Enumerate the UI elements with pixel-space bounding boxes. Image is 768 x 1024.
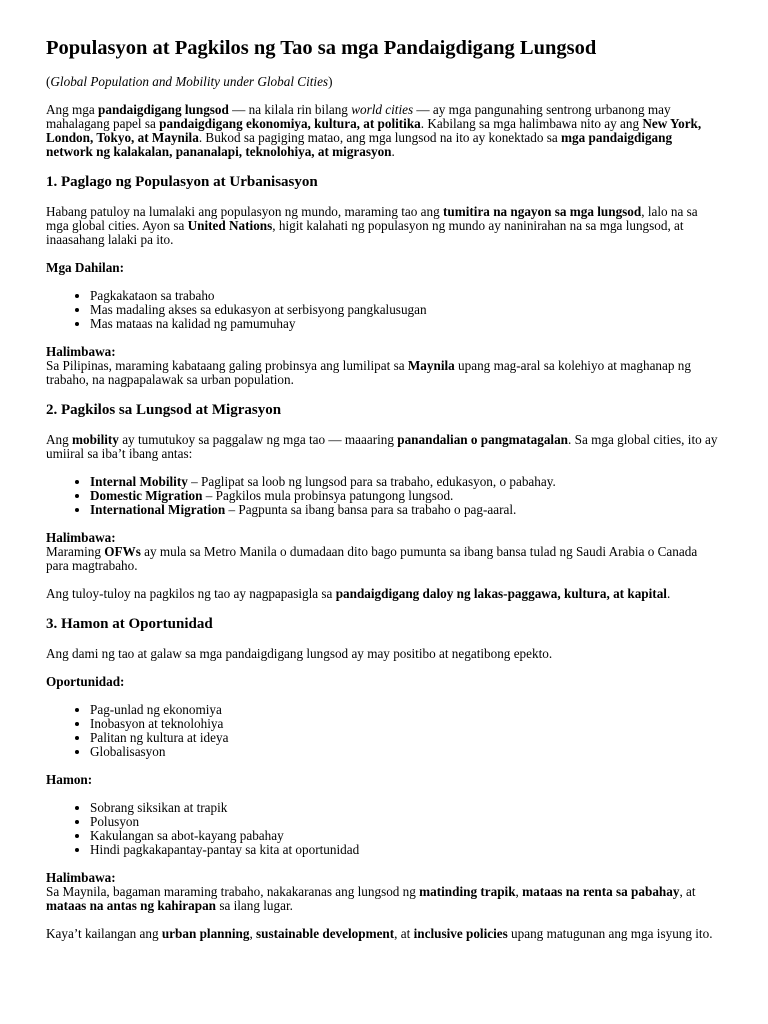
text-run: Kaya’t kailangan ang: [46, 926, 162, 941]
text-run: , higit kalahati ng populasyon ng mundo ay naninirahan na sa mga lungsod, at inaasahang lalaki pa ito.: [46, 218, 684, 247]
bold-text: pandaigdigang lungsod: [98, 102, 229, 117]
example-label-text: Halimbawa:: [46, 530, 116, 545]
document-page: [46, 36, 722, 955]
list-item: • Inobasyon at teknolohiya: [90, 717, 722, 731]
example-label-2: [46, 531, 722, 545]
bold-text: inclusive policies: [413, 926, 508, 941]
bold-text: mataas na antas ng kahirapan: [46, 898, 217, 913]
text-run: . Sa mga global cities, ito ay umiiral sa iba’t ibang antas:: [46, 432, 718, 461]
text-run: , at: [679, 884, 696, 899]
type-desc: – Pagpunta sa ibang bansa para sa trabaho o pag-aaral.: [225, 502, 517, 517]
section-3-heading: 3. Hamon at Oportunidad: [46, 616, 213, 632]
example-label-text: Halimbawa:: [46, 870, 116, 885]
text-run: sa ilang lugar.: [216, 898, 293, 913]
text-run: Ang tuloy-tuloy na pagkilos ng tao ay nagpapasigla sa: [46, 586, 336, 601]
bold-text: mobility: [72, 432, 119, 447]
bold-text: mataas na renta sa pabahay: [522, 884, 680, 899]
text-run: , at: [394, 926, 414, 941]
text-run: Habang patuloy na lumalaki ang populasyon ng mundo, maraming tao ang: [46, 204, 444, 219]
text-run: .: [391, 144, 395, 159]
bold-text: Maynila: [407, 358, 455, 373]
bold-text: pandaigdigang daloy ng lakas-paggawa, kultura, at kapital: [335, 586, 667, 601]
text-run: ,: [249, 926, 257, 941]
italic-text: world cities: [351, 102, 414, 117]
subtitle-open: (: [46, 74, 51, 89]
list-item: • Polusyon: [90, 815, 722, 829]
text-run: , lalo na sa mga global cities. Ayon sa: [46, 204, 698, 233]
opportunities-list: [46, 703, 722, 759]
section-2-heading: 2. Pagkilos sa Lungsod at Migrasyon: [46, 402, 282, 418]
opportunity-label-text: Oportunidad:: [46, 674, 125, 689]
list-item: • Sobrang siksikan at trapik: [90, 801, 722, 815]
text-run: Maraming: [46, 544, 105, 559]
text-run: Ang mga: [46, 102, 99, 117]
section-2-closing: [46, 587, 722, 601]
example-paragraph-2: [46, 545, 722, 573]
list-item: • Palitan ng kultura at ideya: [90, 731, 722, 745]
type-term: Domestic Migration: [90, 488, 203, 503]
section-1-paragraph: [46, 205, 722, 247]
list-item: [90, 475, 722, 489]
text-run: — ay mga pangunahing sentrong urbanong may mahalagang papel sa: [46, 102, 671, 131]
section-1-heading: 1. Paglago ng Populasyon at Urbanisasyon: [46, 174, 318, 190]
example-label-text: Halimbawa:: [46, 344, 116, 359]
bold-text: mga pandaigdigang network ng kalakalan, pananalapi, teknolohiya, at migrasyon: [46, 130, 673, 159]
challenge-label: [46, 773, 722, 787]
bold-text: New York, London, Tokyo, at Maynila: [46, 116, 702, 145]
bold-text: tumitira na ngayon sa mga lungsod: [443, 204, 642, 219]
list-item: [90, 503, 722, 517]
type-desc: – Pagkilos mula probinsya patungong lungsod.: [202, 488, 454, 503]
opportunity-label: [46, 675, 722, 689]
text-run: Sa Maynila, bagaman maraming trabaho, nakakaranas ang lungsod ng: [46, 884, 420, 899]
text-run: upang matugunan ang mga isyung ito.: [507, 926, 713, 941]
example-paragraph-3: [46, 885, 722, 913]
page-title: Populasyon at Pagkilos ng Tao sa mga Pandaigdigang Lungsod: [46, 37, 597, 59]
bold-text: pandaigdigang ekonomiya, kultura, at politika: [159, 116, 421, 131]
example-label-3: [46, 871, 722, 885]
bold-text: urban planning: [161, 926, 250, 941]
reasons-list: [46, 289, 722, 331]
type-term: Internal Mobility: [90, 474, 188, 489]
list-item: [90, 489, 722, 503]
bold-text: panandalian o pangmatagalan: [397, 432, 569, 447]
list-item: • Mas mataas na kalidad ng pamumuhay: [90, 317, 722, 331]
list-item: • Kakulangan sa abot-kayang pabahay: [90, 829, 722, 843]
bold-text: matinding trapik: [419, 884, 516, 899]
list-item: • Mas madaling akses sa edukasyon at serbisyong pangkalusugan: [90, 303, 722, 317]
challenges-list: [46, 801, 722, 857]
type-desc: – Paglipat sa loob ng lungsod para sa trabaho, edukasyon, o pabahay.: [187, 474, 556, 489]
subtitle-text: Global Population and Mobility under Global Cities: [50, 74, 329, 89]
type-term: International Migration: [90, 502, 226, 517]
list-item: • Pagkakataon sa trabaho: [90, 289, 722, 303]
text-run: Ang: [46, 432, 73, 447]
text-run: Sa Pilipinas, maraming kabataang galing probinsya ang lumilipat sa: [46, 358, 408, 373]
section-3-paragraph: Ang dami ng tao at galaw sa mga pandaigdigang lungsod ay may positibo at negatibong epekto.: [46, 646, 553, 661]
subtitle: [46, 75, 722, 89]
list-item: • Pag-unlad ng ekonomiya: [90, 703, 722, 717]
intro-paragraph: [46, 103, 722, 159]
challenge-label-text: Hamon:: [46, 772, 93, 787]
example-label-1: [46, 345, 722, 359]
bold-text: sustainable development: [256, 926, 395, 941]
list-item: • Globalisasyon: [90, 745, 722, 759]
text-run: .: [666, 586, 671, 601]
reasons-label: Mga Dahilan:: [46, 260, 125, 275]
section-3-closing: [46, 927, 722, 941]
text-run: ay tumutukoy sa paggalaw ng mga tao — maaaring: [118, 432, 398, 447]
text-run: upang mag-aral sa kolehiyo at maghanap ng trabaho, na nagpapalawak sa urban population.: [46, 358, 691, 387]
bold-text: OFWs: [104, 544, 141, 559]
text-run: — na kilala rin bilang: [228, 102, 352, 117]
example-paragraph-1: [46, 359, 722, 387]
text-run: . Bukod sa pagiging matao, ang mga lungsod na ito ay konektado sa: [198, 130, 562, 145]
text-run: ,: [515, 884, 523, 899]
subtitle-close: ): [328, 74, 333, 89]
text-run: ay mula sa Metro Manila o dumadaan dito bago pumunta sa ibang bansa tulad ng Saudi Arabia o Canada para magtrabaho.: [46, 544, 698, 573]
list-item: • Hindi pagkakapantay-pantay sa kita at oportunidad: [90, 843, 722, 857]
section-2-paragraph: [46, 433, 722, 461]
mobility-types-list: [46, 475, 722, 517]
bold-text: United Nations: [187, 218, 273, 233]
text-run: . Kabilang sa mga halimbawa nito ay ang: [420, 116, 643, 131]
